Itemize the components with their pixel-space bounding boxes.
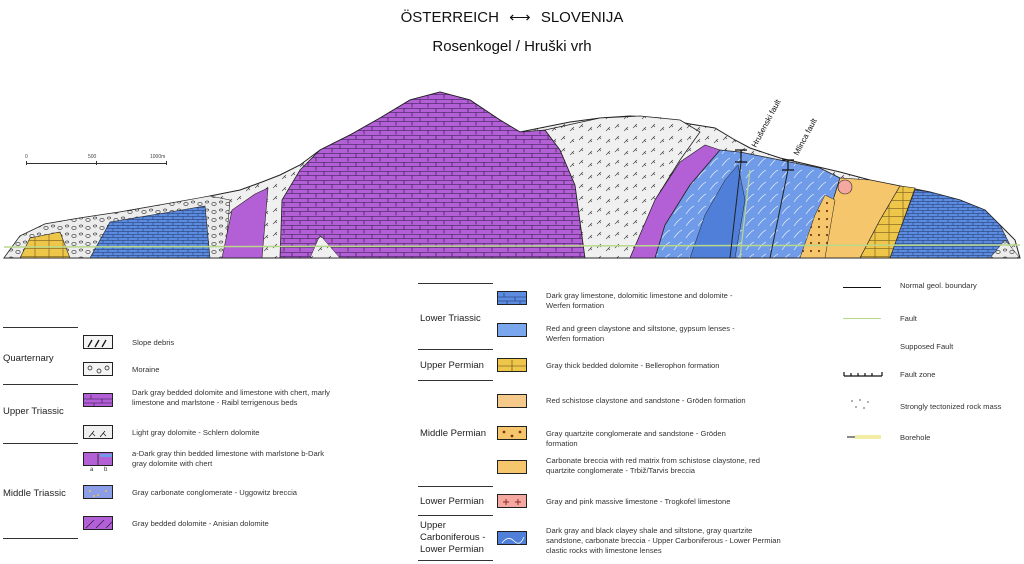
swatch-moraine (83, 362, 113, 376)
legend-trogkofel-limestone: Gray and pink massive limestone - Trogkofel limestone (546, 497, 731, 506)
age-quarternary: Quarternary (3, 353, 54, 364)
fault-zone-icon (843, 368, 883, 380)
legend-groden-conglomerate: Gray quartzite conglomerate and sandstone - Gröden formation (546, 429, 726, 448)
legend-anisian-dolomite: Gray bedded dolomite - Anisian dolomite (132, 519, 269, 528)
swatch-middle-triassic-ab (83, 452, 113, 466)
swatch-letter-b: b (104, 467, 108, 473)
age-upper-triassic: Upper Triassic (3, 406, 64, 417)
hrusenski-fault-label: Hrušenski fault (749, 97, 783, 149)
borehole-icon (843, 432, 883, 442)
legend-normal-boundary: Normal geol. boundary (900, 281, 977, 290)
swatch-uggowitz-breccia (83, 485, 113, 499)
legend-raibl-beds: Dark gray bedded dolomite and limestone with chert, marly limestone and marlstone - Raibl terrigenous beds (132, 388, 330, 407)
double-arrow-icon: ⟷ (509, 9, 531, 26)
swatch-letter-a: a (90, 467, 94, 473)
geological-cross-section (0, 0, 1024, 270)
legend-carboniferous-clastics: Dark gray and black clayey shale and siltstone, gray quartzite sandstone, carbonate breccia - Upper Carboniferous - Lower Permian clastic rocks with limestone lenses (546, 526, 781, 555)
swatch-tarvis-breccia (497, 460, 527, 474)
legend-werfen-limestone: Dark gray limestone, dolomitic limestone and dolomite - Werfen formation (546, 291, 733, 310)
swatch-bellerophon (497, 358, 527, 372)
legend-moraine: Moraine (132, 365, 160, 374)
legend-middle-triassic-ab: a-Dark gray thin bedded limestone with marlstone b-Dark gray dolomite with chert (132, 449, 325, 468)
swatch-schlern-dolomite (83, 425, 113, 439)
swatch-groden-claystone (497, 394, 527, 408)
legend-schlern-dolomite: Light gray dolomite - Schlern dolomite (132, 428, 260, 437)
legend-uggowitz-breccia: Gray carbonate conglomerate - Uggowitz breccia (132, 488, 298, 497)
scale-tick-1000: 1000m (150, 154, 166, 160)
legend-werfen-claystone: Red and green claystone and siltstone, gypsum lenses - Werfen formation (546, 324, 735, 343)
swatch-anisian-dolomite (83, 516, 113, 530)
symbol-normal-boundary (843, 287, 881, 288)
swatch-raibl-beds (83, 393, 113, 407)
swatch-slope-debris (83, 335, 113, 349)
age-upper-permian: Upper Permian (420, 360, 484, 371)
legend-bellerophon: Gray thick bedded dolomite - Bellerophon formation (546, 361, 720, 370)
section-subtitle: Rosenkogel / Hruški vrh (432, 38, 592, 55)
symbol-fault (843, 318, 881, 319)
legend-fault-zone: Fault zone (900, 370, 936, 379)
swatch-trogkofel-limestone (497, 494, 527, 508)
legend-fault: Fault (900, 314, 917, 323)
swatch-groden-conglomerate (497, 426, 527, 440)
legend-groden-claystone: Red schistose claystone and sandstone - Gröden formation (546, 396, 746, 405)
swatch-carboniferous-clastics (497, 531, 527, 545)
mlinca-fault-label: Mlinca fault (791, 116, 819, 157)
age-lower-permian: Lower Permian (420, 496, 484, 507)
legend-slope-debris: Slope debris (132, 338, 175, 347)
swatch-werfen-limestone (497, 291, 527, 305)
legend-tectonized-rock: Strongly tectonized rock mass (900, 402, 1002, 411)
scale-tick-500: 500 (88, 154, 97, 160)
tectonized-rock-icon (846, 397, 876, 411)
age-lower-triassic: Lower Triassic (420, 313, 481, 324)
legend-supposed-fault: Supposed Fault (900, 342, 954, 351)
swatch-werfen-claystone (497, 323, 527, 337)
legend-tarvis-breccia: Carbonate breccia with red matrix from schistose claystone, red quartzite conglomerate - Trbiž/Tarvis breccia (546, 456, 760, 475)
age-middle-triassic: Middle Triassic (3, 488, 66, 499)
country-right: SLOVENIJA (540, 9, 624, 26)
age-middle-permian: Middle Permian (420, 428, 486, 439)
scale-tick-0: 0 (25, 154, 28, 160)
legend-borehole: Borehole (900, 433, 931, 442)
age-upper-carboniferous: Upper Carboniferous - Lower Permian (420, 520, 486, 555)
country-left: ÖSTERREICH (400, 9, 499, 26)
